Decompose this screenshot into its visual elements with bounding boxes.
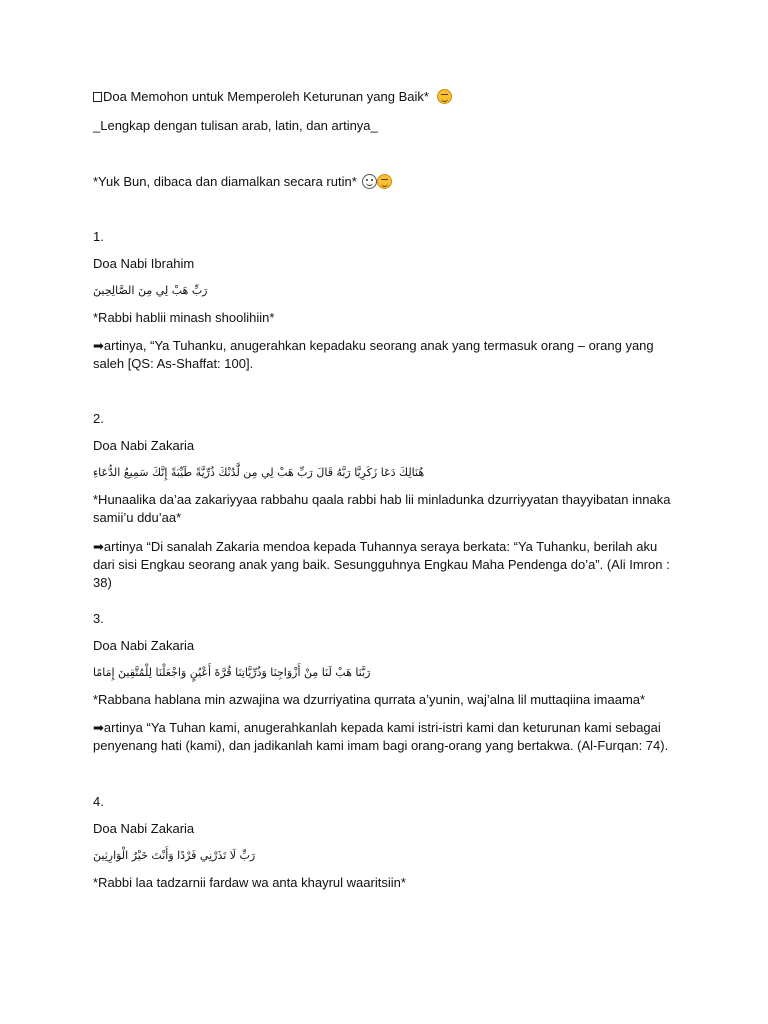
document-subtitle: _Lengkap dengan tulisan arab, latin, dan artinya_ [93,118,378,133]
doa-name: Doa Nabi Zakaria [93,638,195,653]
doa-arabic: رَبِّ هَبْ لِي مِنَ الصَّالِحِينَ [93,284,208,297]
doa-number: 2. [93,411,104,426]
doa-name: Doa Nabi Zakaria [93,438,195,453]
doa-arabic: هُنَالِكَ دَعَا زَكَرِيَّا رَبَّهُ قَالَ رَبِّ هَبْ لِي مِن لَّدُنْكَ ذُرِّيَّةً طَيِّبَةً إِنَّكَ سَمِيعُ الدُّعَاءِ [93,466,425,479]
doa-meaning: ➡artinya “Di sanalah Zakaria mendoa kepada Tuhannya seraya berkata: “Ya Tuhanku, berilah aku dari sisi Engkau seorang anak yang baik. Sesungguhnya Engkau Maha Pendenga do’a”. (Ali Imron : 38) [93,539,670,590]
document-title: Doa Memohon untuk Memperoleh Keturunan yang Baik* [103,89,429,104]
doa-arabic: رَبِّ لَا تَذَرْنِي فَرْدًا وَأَنْتَ خَيْرُ الْوَارِثِينَ [93,849,256,862]
doa-latin: *Rabbi hablii minash shoolihiin* [93,310,275,325]
hugging-face-icon [377,174,392,189]
reading-note-line [93,173,693,191]
doa-latin: *Rabbi laa tadzarnii fardaw wa anta khayrul waaritsiin* [93,875,406,890]
doa-number: 3. [93,611,104,626]
doa-latin: *Rabbana hablana min azwajina wa dzurriyatina qurrata a’yunin, waj’alna lil muttaqiina imaama* [93,692,646,707]
document-title-line [93,88,693,106]
doa-meaning: ➡artinya “Ya Tuhan kami, anugerahkanlah kepada kami istri-istri kami dan keturunan kami sebagai penyenang hati (kami), dan jadikanlah kami imam bagi orang-orang yang bertakwa. (Al-Furqan: 74). [93,720,669,753]
doa-number: 1. [93,229,104,244]
slightly-smiling-face-icon [362,174,377,189]
doa-latin: *Hunaalika da’aa zakariyyaa rabbahu qaala rabbi hab lii minladunka dzurriyyatan thayyibatan innaka samii’u ddu’aa* [93,492,671,525]
doa-name: Doa Nabi Zakaria [93,821,195,836]
doa-number: 4. [93,794,104,809]
doa-arabic: رَبَّنَا هَبْ لَنَا مِنْ أَزْوَاجِنَا وَذُرِّيَّاتِنَا قُرَّةَ أَعْيُنٍ وَاجْعَلْنَا لِلْمُتَّقِينَ إِمَامًا [93,666,371,679]
checkbox-icon [93,92,102,102]
doa-meaning: ➡artinya, “Ya Tuhanku, anugerahkan kepadaku seorang anak yang termasuk orang – orang yang saleh [QS: As-Shaffat: 100]. [93,338,654,371]
reading-note: *Yuk Bun, dibaca dan diamalkan secara rutin* [93,174,357,189]
doa-name: Doa Nabi Ibrahim [93,256,195,271]
hugging-face-icon [437,89,452,104]
